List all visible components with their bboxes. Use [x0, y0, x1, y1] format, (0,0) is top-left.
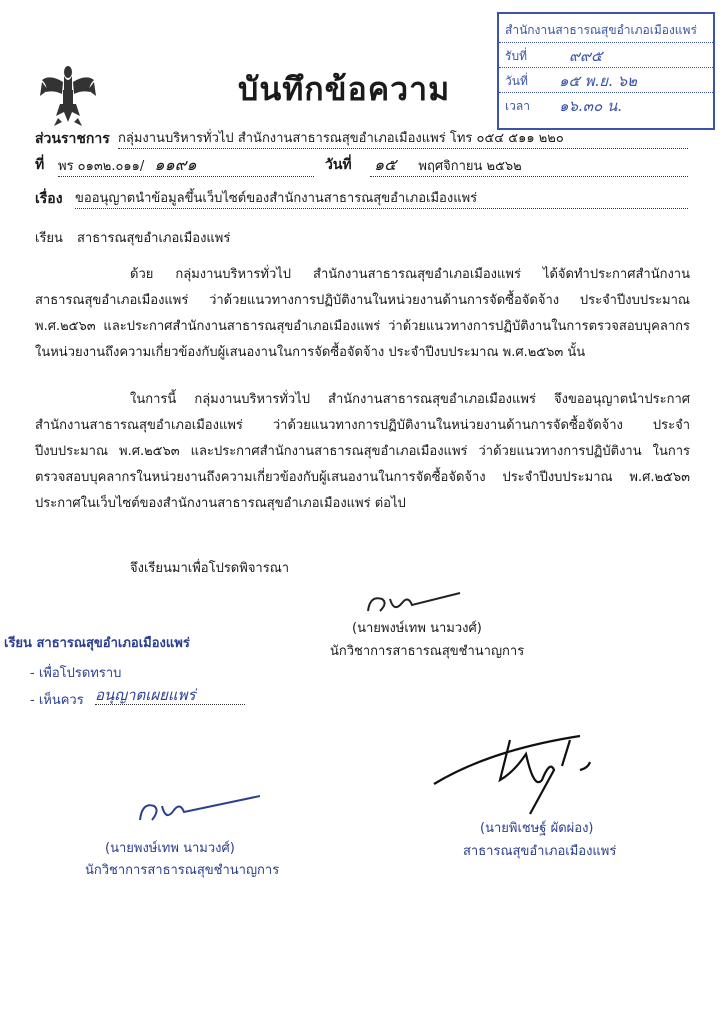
stamp-time-value: ๑๖.๓๐ น.	[559, 97, 623, 115]
date-day: ๑๕	[374, 155, 397, 174]
stamp-received-no: ๙๙๕	[569, 47, 603, 65]
to-label: เรียน	[35, 231, 63, 246]
signer2-position: สาธารณสุขอำเภอเมืองแพร่	[463, 844, 617, 859]
agency-value: กลุ่มงานบริหารทั่วไป สำนักงานสาธารณสุขอำเภอเมืองแพร่ โทร ๐๕๔ ๕๑๑ ๒๒๐	[118, 130, 688, 149]
endorse-name: (นายพงษ์เทพ นามวงศ์)	[105, 841, 235, 856]
stamp-received-label: รับที่	[505, 49, 527, 63]
signature-endorse	[130, 790, 270, 830]
endorse-line2-value: อนุญาตเผยแพร่	[95, 686, 245, 705]
to-value: สาธารณสุขอำเภอเมืองแพร่	[77, 231, 231, 246]
subject-value: ขออนุญาตนำข้อมูลขึ้นเว็บไซต์ของสำนักงานสาธารณสุขอำเภอเมืองแพร่	[75, 190, 688, 209]
stamp-date-label: วันที่	[505, 74, 528, 88]
signature-1	[360, 585, 480, 621]
endorse-position: นักวิชาการสาธารณสุขชำนาญการ	[85, 863, 280, 878]
ref-value-line	[58, 156, 314, 177]
stamp-time-label: เวลา	[505, 99, 530, 113]
ref-handwritten: ๑๑๙๑	[154, 155, 197, 174]
receipt-stamp	[497, 12, 715, 130]
endorse-line1: - เพื่อโปรดทราบ	[30, 666, 122, 681]
body-paragraph-1: ด้วย กลุ่มงานบริหารทั่วไป สำนักงานสาธารณสุขอำเภอเมืองแพร่ ได้จัดทำประกาศสำนักงานสาธารณสุขอำเภอเมืองแพร่ ว่าด้วยแนวทางการปฏิบัติงานในหน่วยงานด้านการจัดซื้อจัดจ้าง ประจำปีงบประมาณ พ.ศ.๒๕๖๓ และประกาศสำนักงานสาธารณสุขอำเภอเมืองแพร่ ว่าด้วยแนวทางการปฏิบัติงานในการตรวจสอบบุคลากรในหน่วยงานถึงความเกี่ยวข้องกับผู้เสนองานในการจัดซื้อจัดจ้าง ประจำปีงบประมาณ พ.ศ.๒๕๖๓ นั้น	[35, 267, 690, 360]
ref-label: ที่	[35, 157, 45, 173]
garuda-emblem-icon	[38, 60, 98, 128]
signer2-name: (นายพิเชษฐ์ ผัดผ่อง)	[480, 821, 594, 836]
stamp-date-value: ๑๕ พ.ย. ๖๒	[559, 72, 638, 90]
date-value-line	[370, 156, 688, 177]
endorse-line2-label: - เห็นควร	[30, 693, 84, 708]
signer1-name: (นายพงษ์เทพ นามวงศ์)	[352, 621, 482, 636]
date-rest: พฤศจิกายน ๒๕๖๒	[418, 159, 522, 174]
ref-prefix: พร ๐๑๓๒.๐๑๑/	[58, 159, 145, 174]
stamp-office: สำนักงานสาธารณสุขอำเภอเมืองแพร่	[505, 23, 697, 37]
signer1-position: นักวิชาการสาธารณสุขชำนาญการ	[330, 644, 525, 659]
closing-text: จึงเรียนมาเพื่อโปรดพิจารณา	[130, 561, 290, 576]
body-paragraph-2: ในการนี้ กลุ่มงานบริหารทั่วไป สำนักงานสาธารณสุขอำเภอเมืองแพร่ จึงขออนุญาตนำประกาศสำนักงานสาธารณสุขอำเภอเมืองแพร่ ว่าด้วยแนวทางการปฏิบัติงานในหน่วยงานด้านการจัดซื้อจัดจ้าง ประจำปีงบประมาณ พ.ศ.๒๕๖๓ และประกาศสำนักงานสาธารณสุขอำเภอเมืองแพร่ ว่าด้วยแนวทางการปฏิบัติงาน ในการตรวจสอบบุคลากรในหน่วยงานถึงความเกี่ยวข้องกับผู้เสนองานในการจัดซื้อจัดจ้าง ประจำปีงบประมาณ พ.ศ.๒๕๖๓ ประกาศในเว็บไซต์ของสำนักงานสาธารณสุขอำเภอเมืองแพร่ ต่อไป	[35, 392, 690, 511]
date-label: วันที่	[325, 157, 352, 173]
subject-label: เรื่อง	[35, 191, 63, 207]
agency-label: ส่วนราชการ	[35, 131, 110, 147]
page-title: บันทึกข้อความ	[238, 70, 451, 108]
signature-2	[430, 710, 610, 820]
endorse-to: เรียน สาธารณสุขอำเภอเมืองแพร่	[4, 636, 190, 651]
